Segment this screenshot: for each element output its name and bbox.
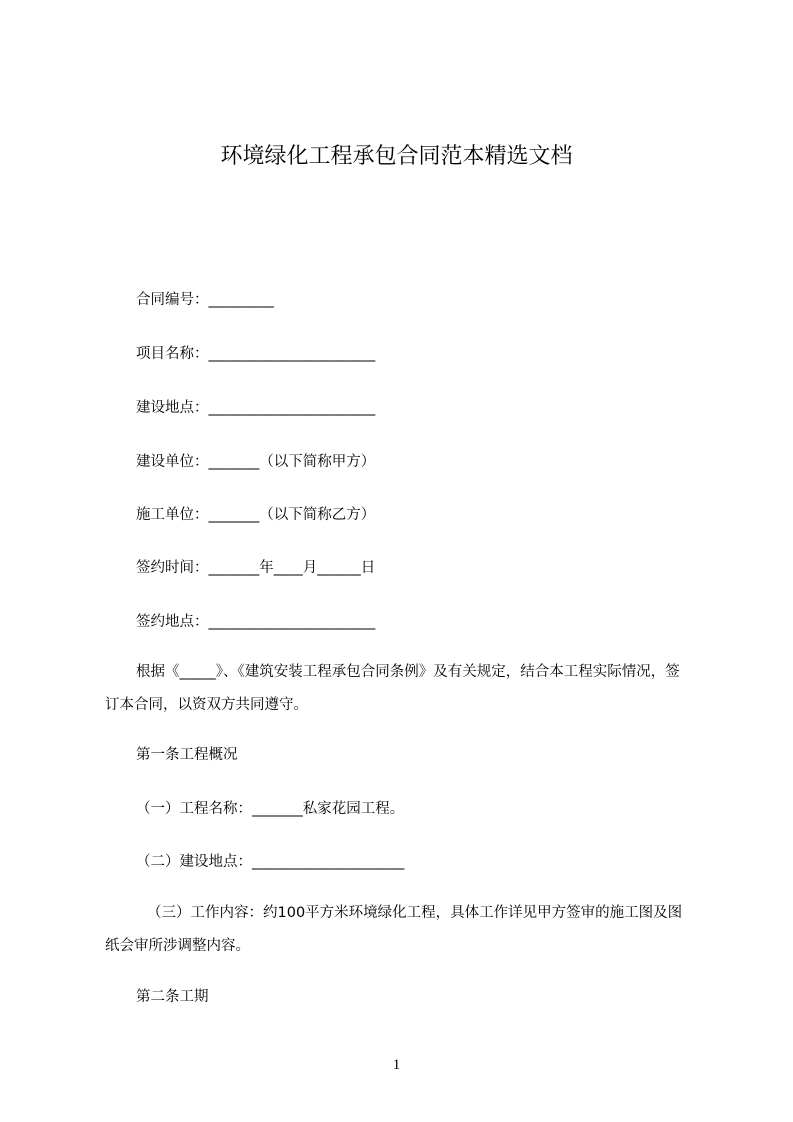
field-contractor-unit: 施工单位：_______（以下简称乙方） — [136, 507, 376, 523]
article-1-heading: 第一条工程概况 — [136, 747, 238, 763]
page-number: 1 — [392, 1057, 401, 1073]
field-construction-unit: 建设单位：_______（以下简称甲方） — [136, 454, 376, 470]
preamble-paragraph: 根据《_____》、《建筑安装工程承包合同条例》及有关规定，结合本工程实际情况，签订本合同，以资双方共同遵守。 — [105, 664, 680, 713]
field-signing-date: 签约时间：_______年____月______日 — [136, 560, 376, 576]
field-signing-place: 签约地点：_______________________ — [136, 614, 376, 630]
article-1-item-2: （二）建设地点：_____________________ — [136, 854, 405, 870]
field-contract-number: 合同编号：_________ — [136, 292, 274, 308]
document-title: 环境绿化工程承包合同范本精选文档 — [220, 144, 573, 169]
field-construction-site: 建设地点：_______________________ — [136, 400, 376, 416]
article-1-item-1: （一）工程名称：_______私家花园工程。 — [136, 801, 405, 817]
article-1-item-3: （三）工作内容：约100平方米环境绿化工程，具体工作详见甲方签审的施工图及图纸会审所涉调整内容。 — [105, 905, 683, 954]
field-project-name: 项目名称：_______________________ — [136, 346, 376, 362]
article-2-heading: 第二条工期 — [136, 989, 209, 1005]
